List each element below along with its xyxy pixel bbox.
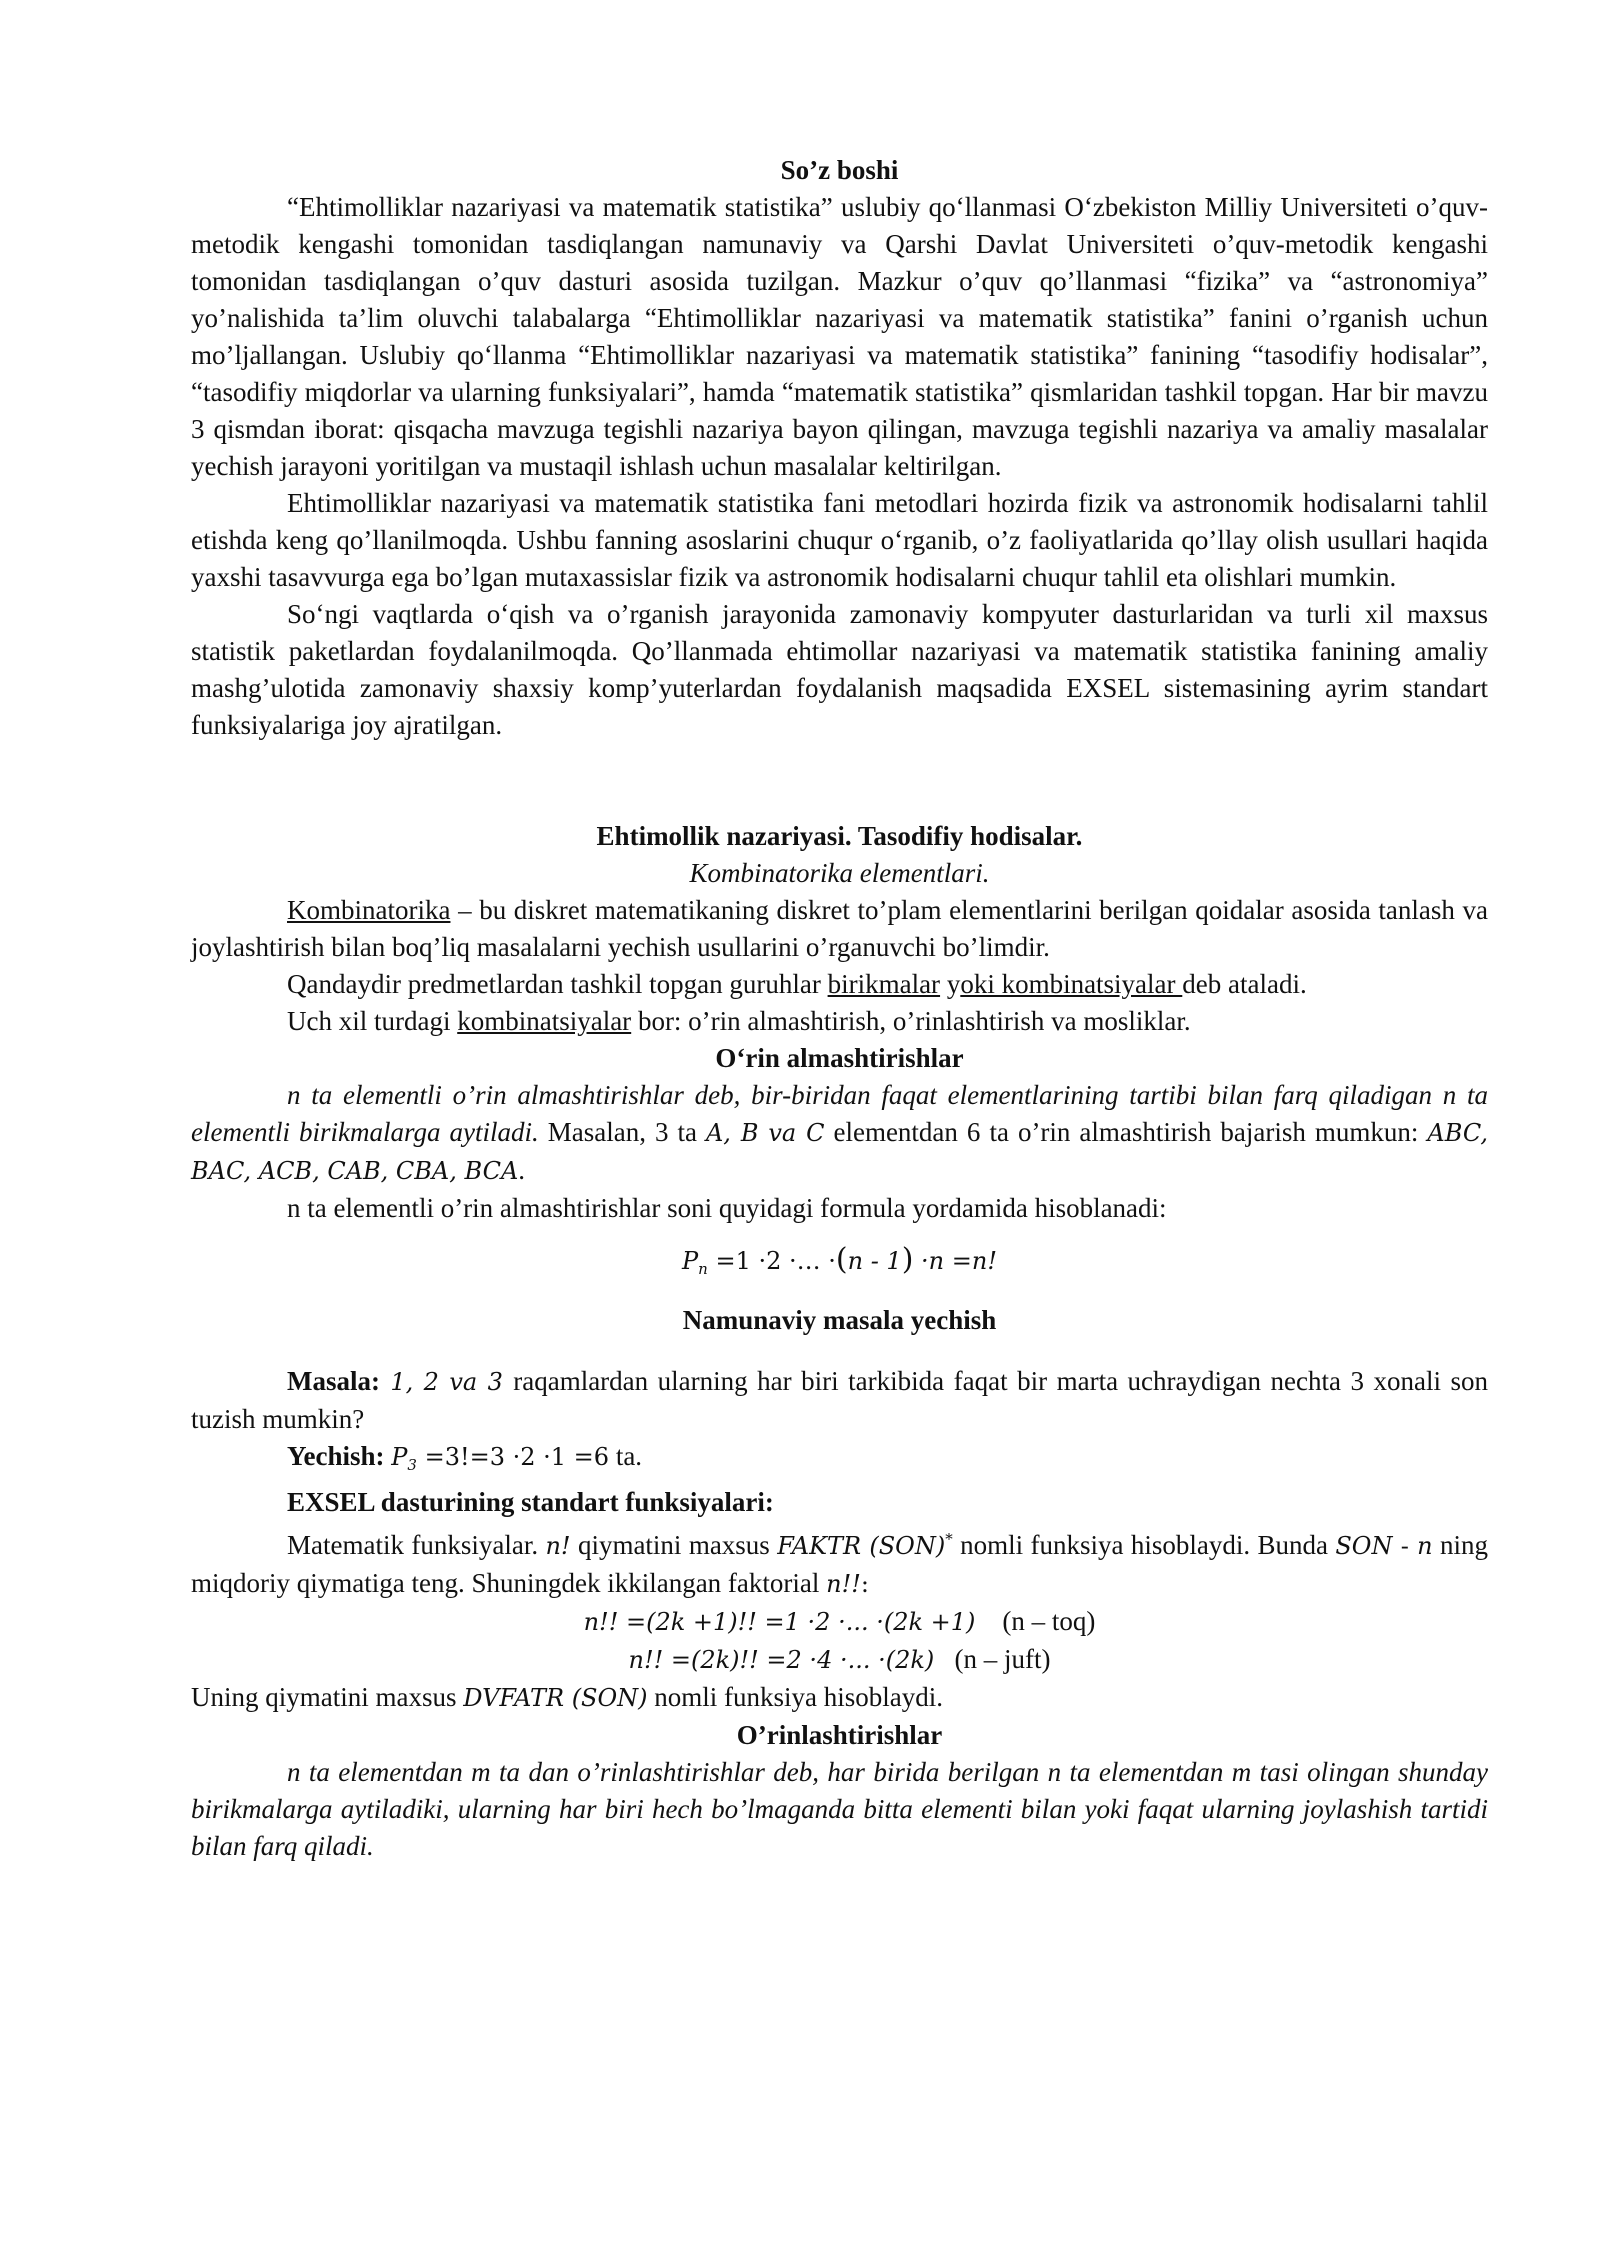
groups-text-a: Qandaydir predmetlardan tashkil topgan guruhlar: [287, 969, 828, 999]
solution-formula: =3!=3 ·2 ·1 =6: [416, 1443, 610, 1471]
excel-double-factorial: n!!: [826, 1570, 861, 1598]
types-text-b: bor: o’rin almashtirish, o’rinlashtirish va mosliklar.: [631, 1006, 1191, 1036]
formula-paren-close: ): [901, 1242, 914, 1277]
permutations-list-end: .: [518, 1155, 526, 1185]
formula-mid: =1 ·2 ·… ·: [707, 1247, 836, 1275]
foreword-paragraph-1: “Ehtimolliklar nazariyasi va matematik statistika” uslubiy qo‘llanmasi O‘zbekiston Milliy Universiteti o’quv-metodik kengashi tomonidan tasdiqlangan namunaviy va Qarshi Davlat Universiteti o’quv-metodik kengashi tomonidan tasdiqlangan o’quv dasturi asosida tuzilgan. Mazkur o’quv qo’llanmasi “fizika” va “astronomiya” yo’nalishida ta’lim oluvchi talabalarga “Ehtimolliklar nazariyasi va matematik statistika” fanini o’rganish uchun mo’ljallangan. Uslubiy qo‘llanma “Ehtimolliklar nazariyasi va matematik statistika” fanining “tasodifiy hodisalar”, “tasodifiy miqdorlar va ularning funksiyalari”, hamda “matematik statistika” qismlaridan tashkil topgan. Har bir mavzu 3 qismdan iborat: qisqacha mavzuga tegishli nazariya bayon qilingan, mavzuga tegishli nazariya va amaliy masalalar yechish jarayoni yoritilgan va mustaqil ishlash uchun masalalar keltirilgan.: [191, 192, 1488, 481]
types-text-a: Uch xil turdagi: [287, 1006, 458, 1036]
excel-tail-a: Uning qiymatini maxsus: [191, 1682, 464, 1712]
excel-text-b: qiymatini maxsus: [570, 1530, 778, 1560]
excel-n-var: n: [1417, 1532, 1433, 1560]
foreword-paragraph-2: Ehtimolliklar nazariyasi va matematik statistika fani metodlari hozirda fizik va astronomik hodisalarni tahlil etishda keng qo’llanilmoqda. Ushbu fanning asoslarini chuqur o‘rganib, o’z faoliyatlarida qo’llay olish usullari haqida yaxshi tasavvurga ega bo’lgan mutaxassislar fizik va astronomik hodisalarni chuqur tahlil eta olishlari mumkin.: [191, 488, 1488, 592]
excel-star: *: [945, 1530, 953, 1548]
excel-text-a: Matematik funksiyalar.: [287, 1530, 546, 1560]
excel-functions-paragraph: [191, 1521, 1488, 1603]
example-problem-text: raqamlardan ularning har biri tarkibida faqat bir marta uchraydigan nechta 3 xonali son tuzish mumkin?: [191, 1366, 1488, 1434]
term-birikmalar: birikmalar: [827, 969, 941, 999]
section-spacer: [191, 744, 1488, 818]
foreword-paragraph-3: So‘ngi vaqtlarda o‘qish va o’rganish jarayonida zamonaviy kompyuter dasturlaridan va turli xil maxsus statistik paketlardan foydalanilmoqda. Qo’llanmada ehtimollar nazariyasi va matematik statistika fanining amaliy mashg’ulotida zamonaviy shaxsiy komp’yuterlardan foydalanish maqsadida EXSEL sistemasining ayrim standart funksiyalariga joy ajratilgan.: [191, 599, 1488, 740]
groups-paragraph: [191, 966, 1488, 1003]
term-kombinatsiyalar-2: kombinatsiyalar: [457, 1006, 632, 1036]
excel-colon: :: [860, 1570, 869, 1598]
excel-son: SON: [1335, 1532, 1393, 1560]
foreword-title: So’z boshi: [780, 155, 899, 185]
types-paragraph: [191, 1003, 1488, 1040]
permutations-letters: A, B va C: [705, 1119, 825, 1147]
excel-fn-faktr: FAKTR (SON): [777, 1532, 946, 1560]
example-digits: 1, 2 va 3: [379, 1368, 514, 1396]
section-title: Ehtimollik nazariyasi. Tasodifiy hodisalar.: [596, 821, 1083, 851]
definition-text: – bu diskret matematikaning diskret to’plam elementlarini berilgan qoidalar asosida tanlash va joylashtirish bilan boq’liq masalalarni yechish usullarini o’rganuvchi bo’limdir.: [191, 895, 1488, 962]
double-factorial-even: [191, 1641, 1488, 1679]
excel-dash: -: [1392, 1532, 1418, 1560]
formula-p: P: [682, 1247, 699, 1275]
page-content: [191, 152, 1488, 1865]
formula-end: ·n =n!: [913, 1247, 997, 1275]
example-spacer: [191, 1339, 1488, 1363]
formula-odd: n!! =(2k +1)!! =1 ·2 ·... ·(2k +1): [583, 1608, 976, 1636]
term-kombinatsiyalar: oki kombinatsiyalar: [960, 969, 1183, 999]
solution-p: P: [391, 1443, 408, 1471]
permutations-title: O‘rin almashtirishlar: [715, 1043, 964, 1073]
permutations-formula: [191, 1241, 1488, 1288]
groups-text-b: y: [940, 969, 961, 999]
excel-tail-b: nomli funksiya hisoblaydi.: [647, 1682, 944, 1712]
groups-text-c: deb ataladi.: [1182, 969, 1307, 999]
example-label: Masala:: [287, 1366, 380, 1396]
double-factorial-odd: [191, 1603, 1488, 1641]
formula-even-note: (n – juft): [954, 1644, 1051, 1674]
excel-dvfatr-paragraph: [191, 1679, 1488, 1717]
excel-fn-dvfatr: DVFATR (SON): [463, 1684, 648, 1712]
excel-title: EXSEL dasturining standart funksiyalari:: [287, 1487, 774, 1517]
permutations-count-text: n ta elementli o’rin almashtirishlar soni quyidagi formula yordamida hisoblanadi:: [287, 1193, 1167, 1223]
solution-tail: ta.: [609, 1441, 643, 1471]
permutations-list: ABC, BAC, ACB, CAB, CBA, BCA: [191, 1119, 1488, 1185]
arrangements-title: O’rinlashtirishlar: [736, 1720, 943, 1750]
example-solution: [191, 1438, 1488, 1484]
arrangements-definition: n ta elementdan m ta dan o’rinlashtirishlar deb, har birida berilgan n ta elementdan m tasi olingan shunday birikmalarga aytiladiki, ularning har biri hech bo’lmaganda bitta elementi bilan yoki faqat ularning joylashish tartidi bilan farq qiladi.: [191, 1757, 1488, 1861]
formula-odd-note: (n – toq): [1002, 1606, 1096, 1636]
excel-text-c: nomli funksiya hisoblaydi. Bunda: [952, 1530, 1336, 1560]
excel-text-d: ning miqdoriy qiymatiga teng. Shuningdek ikkilangan faktorial: [191, 1530, 1488, 1598]
formula-inner: n - 1: [847, 1247, 902, 1275]
solution-label: Yechish:: [287, 1441, 385, 1471]
excel-n-fact: n!: [545, 1532, 571, 1560]
example-problem: [191, 1363, 1488, 1438]
formula-paren-open: (: [835, 1242, 848, 1277]
permutations-example-a: Masalan, 3 ta: [538, 1117, 706, 1147]
section-subtitle: Kombinatorika elementlari.: [689, 858, 990, 888]
permutations-definition: [191, 1077, 1488, 1190]
permutations-example-b: elementdan 6 ta o’rin almashtirish bajarish mumkun:: [824, 1117, 1428, 1147]
example-title: Namunaviy masala yechish: [682, 1305, 997, 1335]
permutations-def-italic: n ta elementli o’rin almashtirishlar deb, bir-biridan faqat elementlarining tartibi bilan farq qiladigan n ta elementli birikmalarga aytiladi.: [191, 1080, 1488, 1147]
term-kombinatorika: Kombinatorika: [287, 895, 451, 925]
formula-even: n!! =(2k)!! =2 ·4 ·... ·(2k): [628, 1646, 935, 1674]
solution-p-sub: 3: [407, 1456, 417, 1474]
combinatorics-definition: [191, 892, 1488, 966]
formula-p-sub: n: [698, 1260, 708, 1278]
